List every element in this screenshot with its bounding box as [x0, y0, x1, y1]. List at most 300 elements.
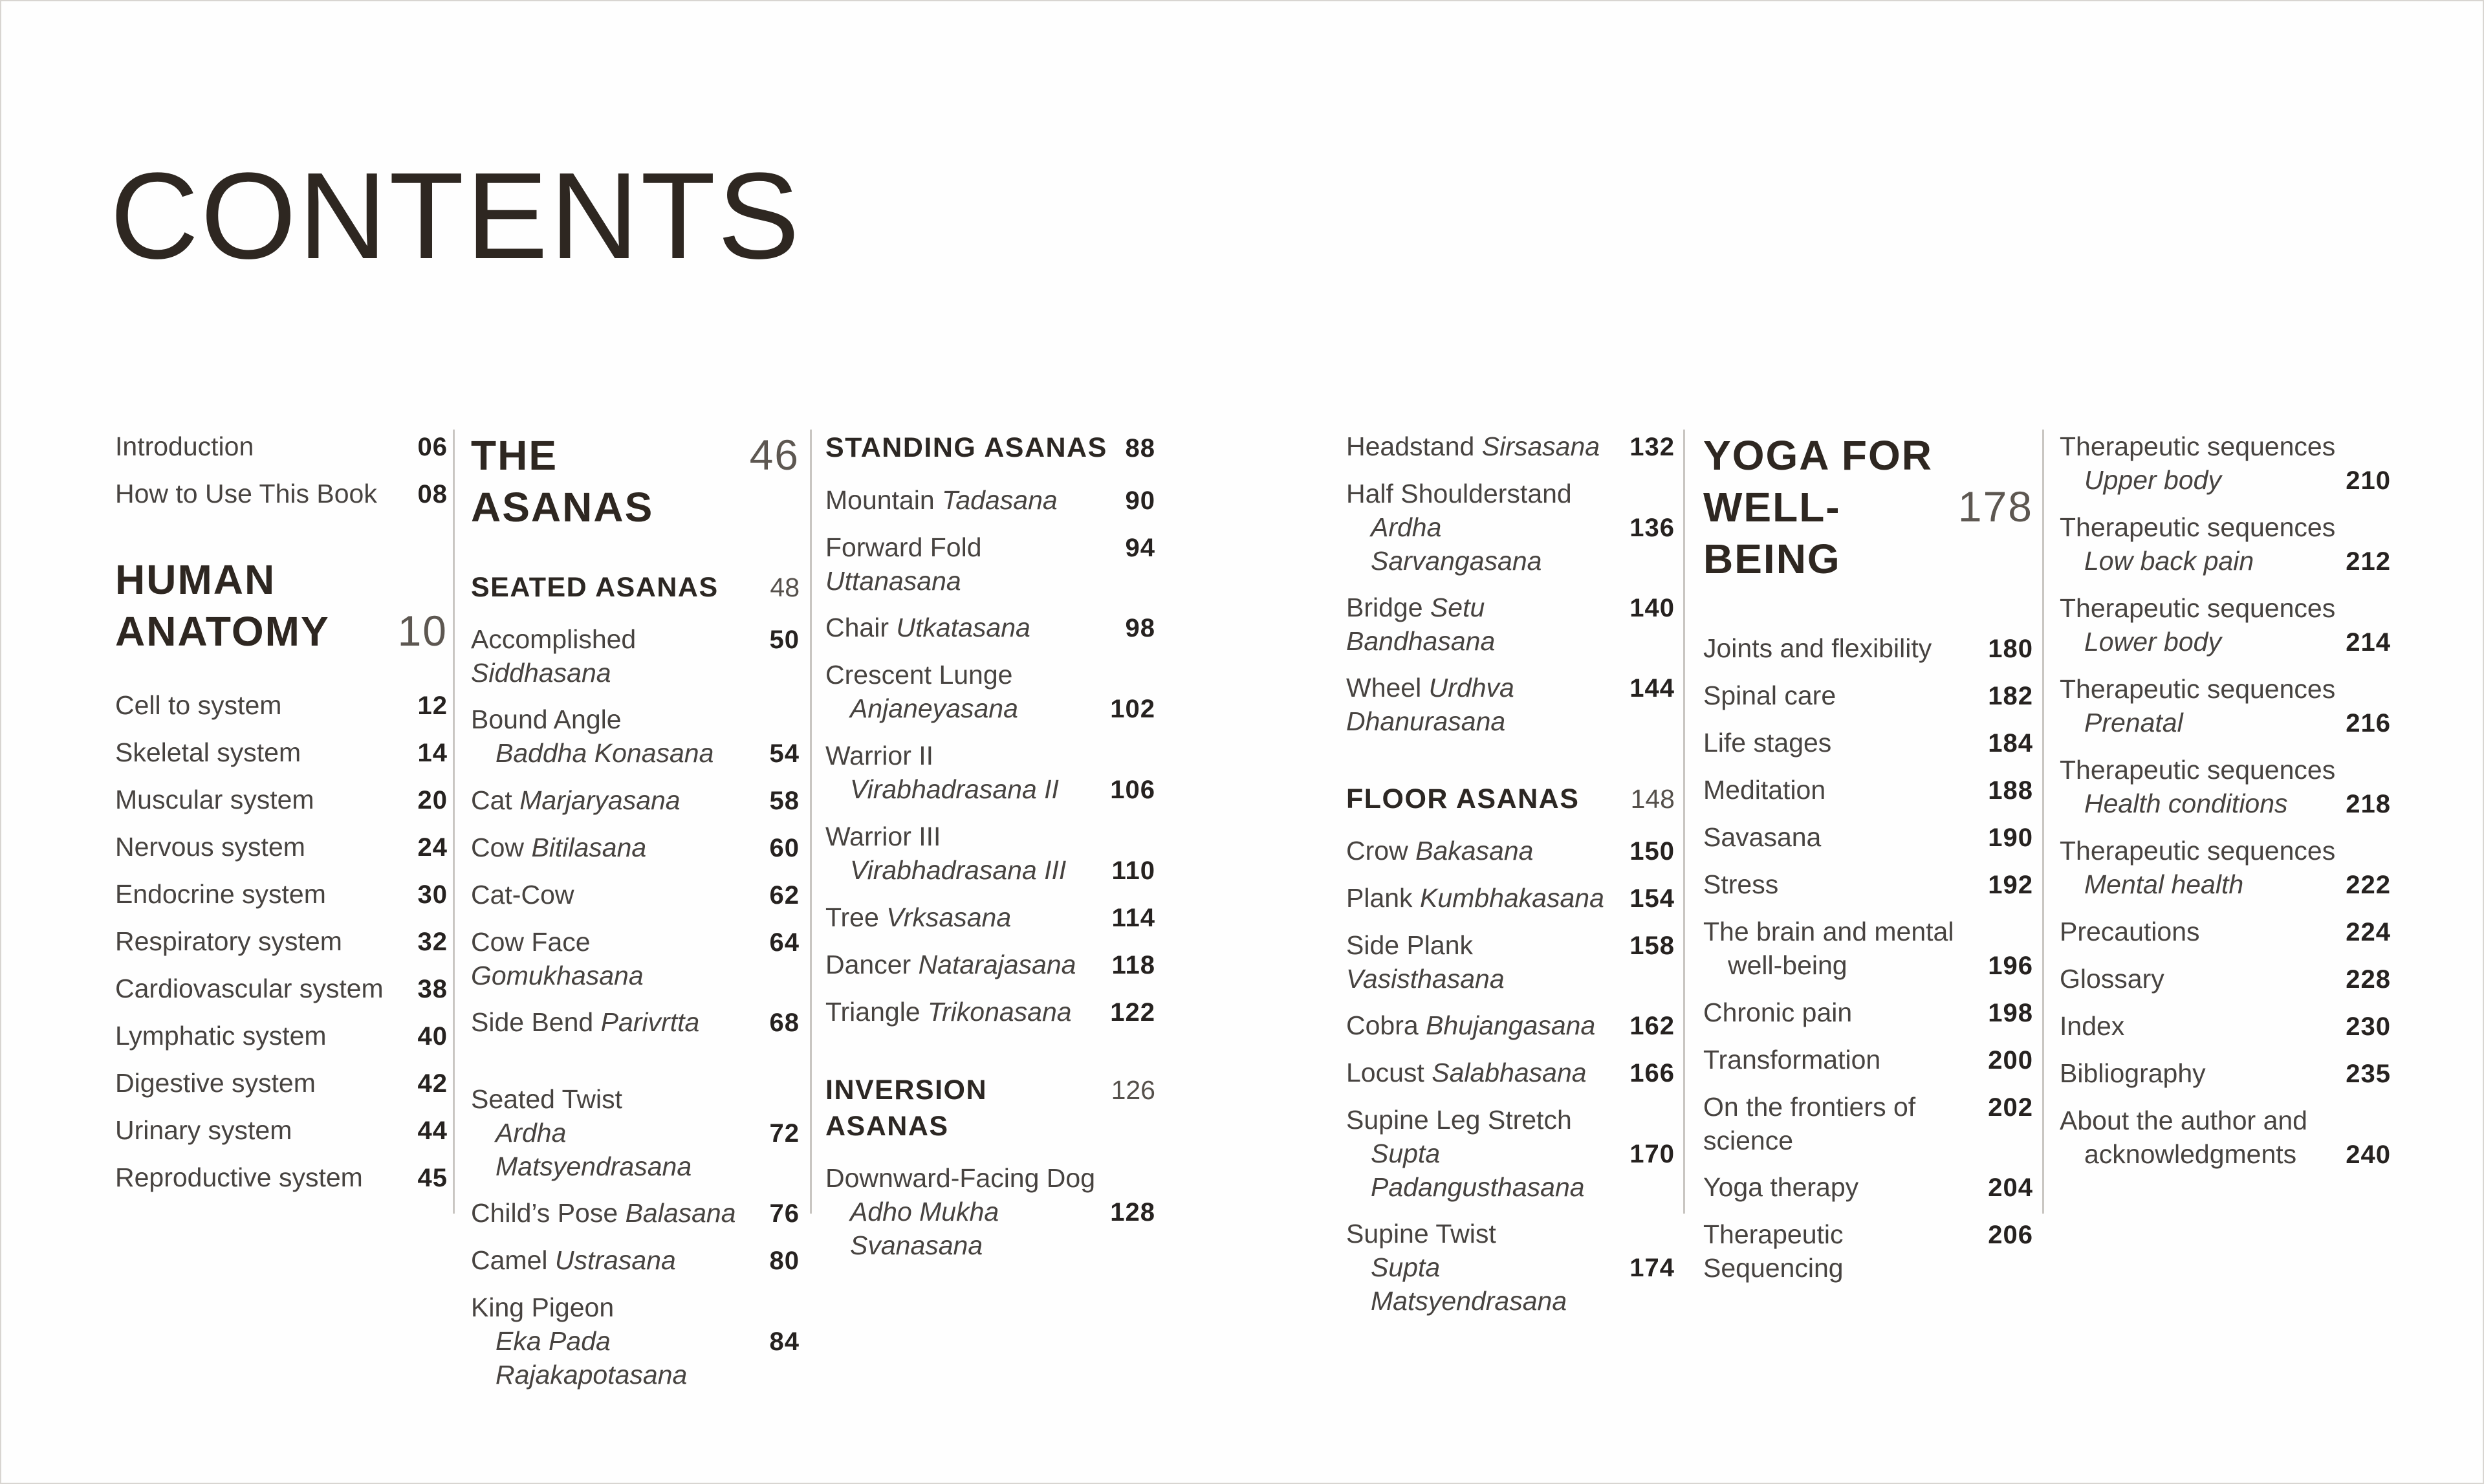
- toc-entry-name: Tree: [825, 902, 879, 932]
- toc-entry: [1703, 773, 2033, 807]
- toc-entry-second-line: [2060, 463, 2391, 497]
- toc-entry-page: 190: [1988, 824, 2033, 852]
- toc-entry-label: [1346, 1009, 1608, 1042]
- toc-entry-page: 118: [1111, 951, 1155, 979]
- toc-entry-name: Cow: [471, 833, 525, 862]
- toc-entry-name: Dancer: [825, 950, 911, 979]
- toc-entry: [471, 878, 800, 912]
- toc-entry-two-line: [825, 739, 1155, 807]
- toc-entry-label: [1703, 1170, 1871, 1204]
- toc-entry-label: [471, 925, 770, 992]
- toc-entry-page: 40: [417, 1022, 448, 1051]
- toc-part-header-last-line: [115, 606, 448, 657]
- toc-entry: [1346, 591, 1675, 658]
- toc-entry-name: Reproductive system: [115, 1162, 363, 1192]
- toc-entry-page: 224: [2346, 918, 2391, 946]
- toc-entry-sanskrit: Vasisthasana: [1346, 964, 1505, 994]
- toc-part-page: 46: [749, 431, 800, 479]
- toc-entry-name: Headstand: [1346, 431, 1475, 461]
- toc-entry-name: Triangle: [825, 997, 921, 1027]
- toc-entry-name: Crow: [1346, 836, 1408, 866]
- toc-entry-name: Therapeutic sequences: [2060, 755, 2336, 785]
- toc-entry: [825, 948, 1155, 982]
- toc-entry-sanskrit: Eka Pada Rajakapotasana: [496, 1326, 688, 1390]
- toc-entry-page: 14: [417, 739, 448, 767]
- page-title: CONTENTS: [110, 147, 801, 285]
- toc-entry-sanskrit: Anjaneyasana: [850, 693, 1018, 723]
- toc-entry-two-line: [1346, 477, 1675, 578]
- toc-entry-name: Index: [2060, 1011, 2125, 1041]
- toc-entry-page: 216: [2346, 709, 2391, 737]
- toc-part-page: 178: [1957, 483, 2033, 530]
- toc-entry-name: King Pigeon: [471, 1293, 615, 1322]
- toc-entry-name: Warrior III: [825, 822, 941, 851]
- toc-section-header: [1346, 781, 1675, 817]
- toc-entry-sanskrit: Setu Bandhasana: [1346, 593, 1496, 656]
- toc-entry-name: Glossary: [2060, 964, 2164, 994]
- toc-entry-name: Warrior II: [825, 741, 934, 770]
- toc-part-header-last-line: [1703, 481, 2033, 585]
- toc-entry-label: [115, 877, 339, 911]
- toc-entry-sanskrit: Supta Matsyendrasana: [1371, 1252, 1567, 1316]
- toc-entry: [1703, 1217, 2033, 1285]
- toc-entry-name: Side Plank: [1346, 930, 1474, 960]
- toc-entry-label: [825, 530, 1126, 598]
- toc-entry-name: Digestive system: [115, 1068, 316, 1098]
- toc-entry: [115, 783, 448, 817]
- toc-entry-name: Side Bend: [471, 1007, 594, 1037]
- toc-entry-page: 230: [2346, 1012, 2391, 1041]
- toc-entry: [1346, 834, 1675, 868]
- toc-entry-name: Crescent Lunge: [825, 660, 1013, 690]
- toc-entry: [2060, 1009, 2391, 1043]
- toc-entry-second-line: [1346, 1250, 1675, 1318]
- toc-entry-label: [115, 783, 327, 816]
- toc-section-label: STANDING ASANAS: [825, 432, 1107, 463]
- toc-spacer: [471, 533, 800, 569]
- toc-entry: [115, 1161, 448, 1195]
- toc-entry-name: Cobra: [1346, 1010, 1419, 1040]
- toc-entry-page: 206: [1988, 1221, 2033, 1249]
- toc-entry: [1703, 996, 2033, 1030]
- toc-entry-sanskrit: Natarajasana: [918, 950, 1076, 979]
- toc-entry-page: 174: [1629, 1254, 1675, 1282]
- toc-entry-name: Supine Twist: [1346, 1219, 1496, 1249]
- toc-entry-two-line: [471, 1082, 800, 1183]
- toc-entry: [1346, 1009, 1675, 1043]
- toc-entry-second-line: [1346, 1137, 1675, 1204]
- toc-entry-page: 60: [769, 834, 800, 862]
- toc-entry-second-line: [2060, 544, 2391, 578]
- toc-part-header-line: THE ASANAS: [471, 432, 654, 530]
- toc-entry-page: 32: [417, 928, 448, 956]
- toc-entry-name: Stress: [1703, 869, 1779, 899]
- toc-spacer: [825, 477, 1155, 483]
- toc-entry-label: [115, 1161, 376, 1194]
- toc-entry-name: Bibliography: [2060, 1058, 2206, 1088]
- toc-spacer: [115, 524, 448, 554]
- toc-section-page: 48: [770, 573, 800, 602]
- toc-entry-label: [825, 995, 1085, 1029]
- toc-entry-page: 06: [417, 433, 448, 461]
- toc-entry-page: 30: [417, 880, 448, 909]
- toc-entry-name: Respiratory system: [115, 926, 342, 956]
- toc-entry-second-line: [2060, 625, 2391, 659]
- toc-entry-page: 58: [769, 787, 800, 815]
- toc-entry: [115, 972, 448, 1006]
- toc-entry-page: 128: [1110, 1198, 1155, 1227]
- toc-entry-sanskrit: Adho Mukha Svanasana: [850, 1197, 999, 1260]
- toc-entry: [1346, 928, 1675, 996]
- toc-entry-sanskrit: Urdhva Dhanurasana: [1346, 673, 1514, 736]
- toc-entry-label: [115, 1113, 305, 1147]
- toc-entry-page: 24: [417, 833, 448, 862]
- toc-entry-name: Chair: [825, 613, 889, 642]
- toc-entry-name: Precautions: [2060, 917, 2200, 946]
- toc-entry-sanskrit: Gomukhasana: [471, 961, 644, 990]
- toc-entry-name: Therapeutic sequences: [2060, 512, 2336, 542]
- toc-entry-page: 90: [1125, 486, 1155, 515]
- toc-entry-page: 08: [417, 480, 448, 508]
- toc-entry-name: Introduction: [115, 431, 254, 461]
- toc-entry: [825, 995, 1155, 1029]
- toc-entry-label: [471, 1005, 712, 1039]
- toc-entry-page: 12: [417, 692, 448, 720]
- toc-entry: [1703, 679, 2033, 713]
- toc-spacer: [115, 657, 448, 688]
- column-divider: [453, 430, 455, 1214]
- toc-spacer: [1703, 585, 2033, 631]
- toc-entry-two-line: [2060, 591, 2391, 659]
- toc-entry-label: [115, 688, 294, 722]
- toc-entry-page: 154: [1629, 884, 1675, 913]
- toc-column-front-matter: [115, 430, 448, 1208]
- toc-entry: [471, 1196, 800, 1230]
- toc-entry: [825, 900, 1155, 935]
- toc-entry-label: [471, 878, 587, 911]
- toc-entry: [115, 1019, 448, 1053]
- toc-entry-page: 72: [769, 1119, 800, 1148]
- toc-entry-name: Forward Fold: [825, 532, 982, 562]
- toc-entry-sanskrit: Utkatasana: [896, 613, 1030, 642]
- toc-entry: [825, 483, 1155, 518]
- column-divider: [810, 430, 812, 1214]
- toc-entry-page: 42: [417, 1069, 448, 1098]
- toc-entry-second-line: [2060, 787, 2391, 821]
- toc-entry-two-line: [1346, 1103, 1675, 1204]
- toc-entry-sanskrit: Bitilasana: [531, 833, 647, 862]
- toc-entry-two-line: [2060, 753, 2391, 821]
- toc-column-well-being: [1703, 430, 2033, 1298]
- toc-entry-page: 170: [1629, 1140, 1675, 1168]
- toc-entry: [471, 925, 800, 992]
- toc-entry: [471, 831, 800, 865]
- toc-entry-label: [1346, 671, 1629, 738]
- toc-spacer: [825, 1042, 1155, 1072]
- toc-entry-two-line: [2060, 672, 2391, 740]
- toc-entry-name: Therapeutic Sequencing: [1703, 1219, 1844, 1283]
- toc-entry-name: Cow Face: [471, 927, 591, 957]
- toc-entry-label: [1346, 928, 1629, 996]
- toc-entry-name: Accomplished: [471, 624, 637, 654]
- toc-entry-two-line: [471, 703, 800, 770]
- toc-entry-name: About the author and: [2060, 1106, 2307, 1135]
- toc-entry-name: Mountain: [825, 485, 935, 515]
- toc-entry-second-line: [2060, 1137, 2391, 1172]
- toc-entry-sanskrit: Vrksasana: [886, 902, 1012, 932]
- toc-entry-sanskrit: Mental health: [2084, 869, 2244, 899]
- toc-entry-sanskrit: Lower body: [2084, 627, 2221, 657]
- toc-entry-second-line: [825, 853, 1155, 888]
- toc-entry-label: [1703, 773, 1838, 807]
- toc-column-back-matter: [2060, 430, 2391, 1184]
- toc-entry-page: 240: [2346, 1140, 2391, 1169]
- toc-entry-label: [1346, 430, 1613, 463]
- toc-entry-label: [115, 477, 390, 510]
- toc-entry-label: [115, 924, 355, 958]
- toc-entry: [115, 1066, 448, 1100]
- toc-entry-sanskrit: Virabhadrasana II: [850, 774, 1059, 804]
- toc-section-page: 148: [1630, 784, 1675, 814]
- toc-entry-name: Transformation: [1703, 1045, 1881, 1075]
- toc-entry-name: Endocrine system: [115, 879, 326, 909]
- toc-entry-label: [2060, 962, 2177, 996]
- toc-entry-name: Savasana: [1703, 822, 1822, 852]
- toc-entry-name: The brain and mental: [1703, 917, 1954, 946]
- toc-entry-second-line: [471, 1324, 800, 1391]
- toc-entry-two-line: [1346, 1217, 1675, 1318]
- toc-entry-label: [1703, 1090, 1988, 1157]
- toc-entry-subtitle: acknowledgments: [2084, 1139, 2297, 1169]
- toc-entry-page: 54: [769, 739, 800, 768]
- toc-entry-two-line: [825, 658, 1155, 726]
- toc-entry-label: [1703, 1043, 1893, 1076]
- toc-entry-sanskrit: Ardha Sarvangasana: [1371, 512, 1542, 576]
- toc-column-standing-asanas: [825, 430, 1155, 1275]
- toc-column-seated-asanas: [471, 430, 800, 1404]
- toc-entry-page: 94: [1125, 534, 1155, 562]
- toc-entry-name: Seated Twist: [471, 1084, 622, 1114]
- toc-entry-two-line: [1703, 915, 2033, 983]
- toc-entry-name: Nervous system: [115, 832, 305, 862]
- toc-entry-two-line: [825, 820, 1155, 888]
- toc-entry-name: Bound Angle: [471, 704, 622, 734]
- toc-section-label: SEATED ASANAS: [471, 572, 719, 603]
- toc-entry-second-line: [1703, 948, 2033, 983]
- toc-entry: [1703, 1090, 2033, 1157]
- toc-entry-page: 144: [1629, 674, 1675, 703]
- column-divider: [2042, 430, 2044, 1214]
- toc-entry-page: 64: [769, 928, 800, 957]
- toc-entry-page: 192: [1988, 871, 2033, 899]
- toc-entry-page: 196: [1988, 952, 2033, 980]
- toc-entry-label: [1703, 1217, 1988, 1285]
- toc-entry-sanskrit: Ardha Matsyendrasana: [496, 1118, 692, 1181]
- toc-entry-label: [825, 900, 1024, 934]
- toc-entry-label: [1703, 867, 1791, 901]
- toc-entry-label: [115, 972, 397, 1005]
- toc-entry-page: 188: [1988, 776, 2033, 805]
- toc-entry-label: [1703, 679, 1849, 712]
- toc-entry: [471, 1005, 800, 1040]
- toc-entry-page: 20: [417, 786, 448, 814]
- toc-part-header: [471, 430, 800, 533]
- toc-entry-page: 98: [1125, 614, 1155, 642]
- toc-entry-sanskrit: Bakasana: [1415, 836, 1534, 866]
- toc-entry-name: Joints and flexibility: [1703, 633, 1932, 663]
- toc-entry-page: 110: [1111, 857, 1155, 885]
- toc-entry-second-line: [825, 1195, 1155, 1262]
- toc-part-header: [115, 554, 448, 657]
- toc-entry-label: [2060, 915, 2213, 948]
- toc-entry: [1703, 1043, 2033, 1077]
- toc-entry-name: Bridge: [1346, 593, 1423, 622]
- toc-entry-sanskrit: Siddhasana: [471, 658, 611, 688]
- toc-entry-label: [2060, 1056, 2219, 1090]
- toc-entry-second-line: [2060, 706, 2391, 740]
- toc-entry-label: [1346, 591, 1629, 658]
- toc-entry-page: 222: [2346, 871, 2391, 899]
- toc-entry: [1703, 1170, 2033, 1205]
- toc-entry-two-line: [825, 1161, 1155, 1262]
- toc-section-label: INVERSION ASANAS: [825, 1075, 988, 1142]
- toc-entry-name: Life stages: [1703, 728, 1832, 758]
- toc-spacer: [1346, 827, 1675, 834]
- toc-entry: [2060, 962, 2391, 996]
- toc-entry-label: [115, 430, 267, 463]
- toc-part-header-line: ANATOMY: [115, 608, 330, 655]
- toc-entry-page: 84: [769, 1327, 800, 1356]
- toc-entry-name: Locust: [1346, 1058, 1424, 1087]
- toc-entry-label: [1703, 726, 1844, 759]
- toc-entry: [115, 1113, 448, 1148]
- toc-section-header: [825, 430, 1155, 466]
- toc-entry-name: Therapeutic sequences: [2060, 431, 2336, 461]
- toc-entry-name: Half Shoulderstand: [1346, 479, 1572, 508]
- toc-entry-page: 44: [417, 1117, 448, 1145]
- toc-entry-name: Cell to system: [115, 690, 282, 720]
- toc-entry-page: 158: [1629, 932, 1675, 960]
- toc-entry-page: 212: [2346, 547, 2391, 576]
- toc-entry-second-line: [825, 772, 1155, 807]
- toc-entry-label: [471, 622, 770, 690]
- toc-entry-sanskrit: Sirsasana: [1481, 431, 1600, 461]
- toc-entry-label: [1703, 996, 1865, 1029]
- toc-entry-page: 162: [1629, 1012, 1675, 1040]
- toc-entry-page: 102: [1110, 695, 1155, 723]
- toc-entry: [115, 688, 448, 723]
- toc-part-page: 10: [397, 607, 448, 655]
- toc-entry-sanskrit: Baddha Konasana: [496, 738, 714, 768]
- toc-entry-sanskrit: Tadasana: [942, 485, 1058, 515]
- toc-part-header-line: HUMAN: [115, 556, 276, 603]
- toc-entry-page: 68: [769, 1009, 800, 1037]
- toc-entry-label: [1346, 881, 1617, 915]
- toc-entry-page: 180: [1988, 635, 2033, 663]
- toc-entry-sanskrit: Salabhasana: [1432, 1058, 1587, 1087]
- toc-entry-sanskrit: Kumbhakasana: [1419, 883, 1604, 913]
- toc-entry: [115, 736, 448, 770]
- toc-entry: [1703, 726, 2033, 760]
- toc-entry-page: 182: [1988, 682, 2033, 710]
- toc-section-page: 88: [1125, 434, 1155, 463]
- toc-entry: [471, 783, 800, 818]
- toc-entry-name: Meditation: [1703, 775, 1826, 805]
- toc-entry-page: 210: [2346, 466, 2391, 495]
- toc-entry-subtitle: well-being: [1728, 950, 1847, 980]
- toc-spacer: [471, 616, 800, 622]
- toc-entry-two-line: [471, 1291, 800, 1391]
- toc-entry-page: 218: [2346, 790, 2391, 818]
- toc-entry-name: Camel: [471, 1245, 548, 1275]
- toc-entry: [115, 830, 448, 864]
- toc-entry-sanskrit: Virabhadrasana III: [850, 855, 1067, 885]
- toc-spacer: [1346, 751, 1675, 781]
- toc-entry-sanskrit: Upper body: [2084, 465, 2221, 495]
- toc-entry-sanskrit: Bhujangasana: [1426, 1010, 1596, 1040]
- toc-entry-page: 204: [1988, 1173, 2033, 1202]
- toc-entry: [1346, 430, 1675, 464]
- toc-entry: [471, 622, 800, 690]
- toc-entry: [1703, 820, 2033, 855]
- toc-entry-name: On the frontiers of science: [1703, 1092, 1916, 1155]
- toc-entry-label: [825, 611, 1043, 644]
- toc-section-header: [825, 1072, 1155, 1144]
- toc-entry-sanskrit: Balasana: [625, 1198, 736, 1228]
- toc-entry-page: 235: [2346, 1060, 2391, 1088]
- toc-entry-page: 45: [417, 1164, 448, 1192]
- toc-entry-page: 140: [1629, 594, 1675, 622]
- toc-entry-sanskrit: Health conditions: [2084, 789, 2288, 818]
- toc-entry-name: Therapeutic sequences: [2060, 593, 2336, 623]
- toc-entry: [2060, 915, 2391, 949]
- toc-section-header: [471, 569, 800, 606]
- toc-entry-second-line: [2060, 867, 2391, 902]
- toc-entry-page: 214: [2346, 628, 2391, 657]
- toc-entry-name: Wheel: [1346, 673, 1422, 703]
- toc-entry-second-line: [1346, 510, 1675, 578]
- toc-entry-label: [1703, 631, 1945, 665]
- toc-entry-page: 136: [1629, 514, 1675, 542]
- toc-entry-sanskrit: Parivrtta: [600, 1007, 700, 1037]
- toc-entry-page: 62: [769, 881, 800, 910]
- toc-entry: [825, 611, 1155, 645]
- toc-entry-page: 132: [1629, 433, 1675, 461]
- toc-entry-label: [825, 948, 1089, 981]
- toc-entry-name: How to Use This Book: [115, 479, 377, 508]
- toc-entry-two-line: [2060, 1104, 2391, 1172]
- toc-entry-sanskrit: Trikonasana: [928, 997, 1072, 1027]
- toc-entry-name: Cardiovascular system: [115, 974, 384, 1003]
- toc-entry-name: Therapeutic sequences: [2060, 674, 2336, 704]
- toc-entry-page: 80: [769, 1247, 800, 1275]
- toc-entry-label: [115, 1066, 329, 1100]
- toc-entry-two-line: [2060, 510, 2391, 578]
- toc-entry: [115, 924, 448, 959]
- toc-entry-sanskrit: Low back pain: [2084, 546, 2254, 576]
- toc-entry: [471, 1243, 800, 1278]
- toc-entry-label: [115, 736, 314, 769]
- toc-entry-page: 166: [1629, 1059, 1675, 1087]
- toc-entry: [115, 430, 448, 464]
- toc-entry-label: [471, 1243, 689, 1277]
- toc-entry-name: Therapeutic sequences: [2060, 836, 2336, 866]
- toc-entry-page: 76: [769, 1199, 800, 1228]
- toc-entry-page: 202: [1988, 1093, 2033, 1122]
- toc-entry-name: Plank: [1346, 883, 1413, 913]
- toc-entry-label: [115, 1019, 340, 1053]
- column-divider: [1683, 430, 1685, 1214]
